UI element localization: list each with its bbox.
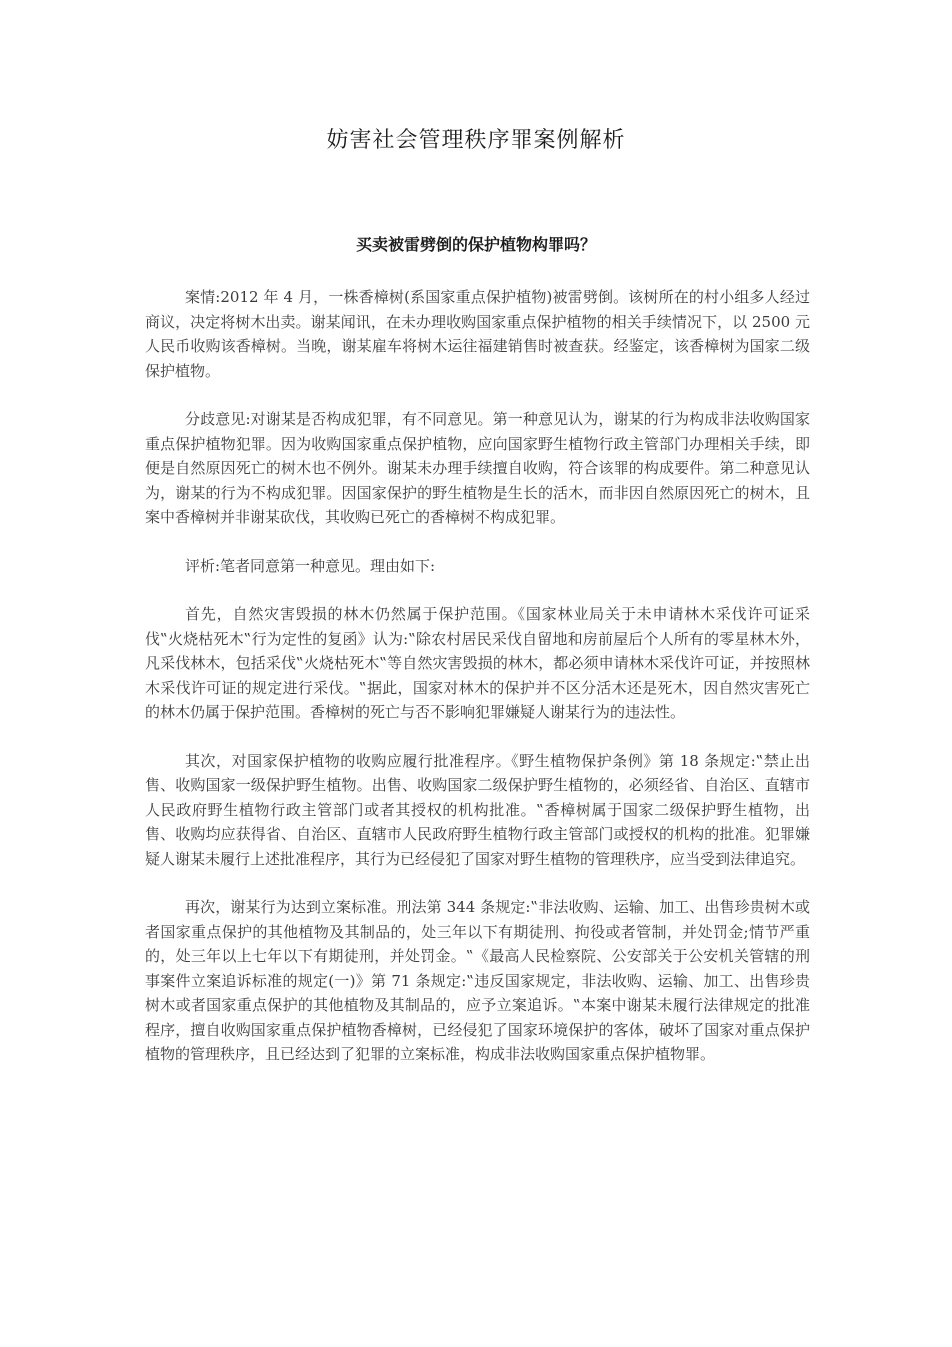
paragraph-disputed-opinions: 分歧意见:对谢某是否构成犯罪，有不同意见。第一种意见认为，谢某的行为构成非法收购国家重点保护植物犯罪。因为收购国家重点保护植物，应向国家野生植物行政主管部门办理相关手续，即便是自然原因死亡的树木也不例外。谢某未办理手续擅自收购，符合该罪的构成要件。第二种意见认为，谢某的行为不构成犯罪。因国家保护的野生植物是生长的活木，而非因自然原因死亡的树木，且案中香樟树并非谢某砍伐，其收购已死亡的香樟树不构成犯罪。 [145,410,810,526]
document-body [145,285,810,1091]
section-heading: 买卖被雷劈倒的保护植物构罪吗？ [355,235,596,254]
paragraph-reason-third: 再次，谢某行为达到立案标准。刑法第 344 条规定:‟非法收购、运输、加工、出售珍贵树木或者国家重点保护的其他植物及其制品的，处三年以下有期徒刑、拘役或者管制，并处罚金;情节严重的，处三年以上七年以下有期徒刑，并处罚金。‟《最高人民检察院、公安部关于公安机关管辖的刑事案件立案追诉标准的规定(一)》第 71 条规定:‟违反国家规定，非法收购、运输、加工、出售珍贵树木或者国家重点保护的其他植物及其制品的，应予立案追诉。‟本案中谢某未履行法律规定的批准程序，擅自收购国家重点保护植物香樟树，已经侵犯了国家环境保护的客体，破坏了国家对重点保护植物的管理秩序，且已经达到了犯罪的立案标准，构成非法收购国家重点保护植物罪。 [145,898,810,1063]
document-title: 妨害社会管理秩序罪案例解析 [326,128,626,153]
paragraph-analysis-intro: 评析:笔者同意第一种意见。理由如下: [185,556,436,575]
paragraph-reason-second: 其次，对国家保护植物的收购应履行批准程序。《野生植物保护条例》第 18 条规定:‟禁止出售、收购国家一级保护野生植物。出售、收购国家二级保护野生植物的，必须经省、自治区、直辖市人民政府野生植物行政主管部门或者其授权的机构批准。‟香樟树属于国家二级保护野生植物，出售、收购均应获得省、自治区、直辖市人民政府野生植物行政主管部门或授权的机构的批准。犯罪嫌疑人谢某未履行上述批准程序，其行为已经侵犯了国家对野生植物的管理秩序，应当受到法律追究。 [145,751,810,868]
paragraph-reason-first: 首先，自然灾害毁损的林木仍然属于保护范围。《国家林业局关于未申请林木采伐许可证采伐‟火烧枯死木‟行为定性的复函》认为:‟除农村居民采伐自留地和房前屋后个人所有的零星林木外，凡采伐林木，包括采伐‟火烧枯死木‟等自然灾害毁损的林木，都必须申请林木采伐许可证，并按照林木采伐许可证的规定进行采伐。‟据此，国家对林木的保护并不区分活木还是死木，因自然灾害死亡的林木仍属于保护范围。香樟树的死亡与否不影响犯罪嫌疑人谢某行为的违法性。 [145,605,810,721]
paragraph-case-facts: 案情:2012 年 4 月，一株香樟树(系国家重点保护植物)被雷劈倒。该树所在的村小组多人经过商议，决定将树木出卖。谢某闻讯，在未办理收购国家重点保护植物的相关手续情况下，以 2500 元人民币收购该香樟树。当晚，谢某雇车将树木运往福建销售时被查获。经鉴定，该香樟树为国家二级保护植物。 [145,288,810,380]
